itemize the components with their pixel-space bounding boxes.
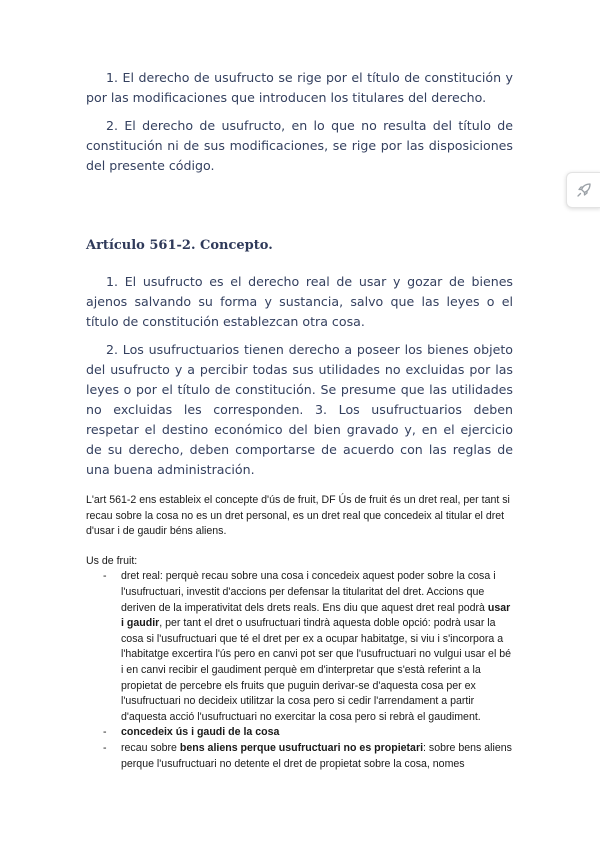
paragraph: 2. Los usufructuarios tienen derecho a poseer los bienes objeto del usufructo y a percibir todas sus utilidades no excluidas por las leyes o por el título de constitución. Se presume que las utilidades no excluidas les corresponden. 3. Los usufructuarios deben respetar el destino económico del bien gravado y, en el ejercicio de su derecho, deben comportarse de acuerdo con las reglas de una buena administración. <box>86 342 513 477</box>
item-bold-text: usar i gaudir <box>121 601 511 630</box>
list-label: Us de fruit: <box>86 554 138 567</box>
paragraph: 1. El usufructo es el derecho real de usar y gozar de bienes ajenos salvando su forma y sustancia, salvo que las leyes o el título de constitución establezcan otra cosa. <box>86 274 513 329</box>
item-text: , per tant el dret o usufructuari tindrà aquesta doble opció: podrà usar la cosa si l'usufructuari que té el dret per ex a ocupar habitatge, si viu i s'incorpora a l'habitatge excertira l'ús pero en canvi pot ser que l'usufructuari no vulgui usar el bé i en canvi recibir el gaudiment perquè em d'interpretar que s'està referint a la propietat de percebre els fruits que puguin derivar-se d'aquesta cosa per ex l'usufructuari no decideix utilitzar la cosa pero si cedir l'arrendament a partir d'aquesta acció l'usufructuari no exercitar la cosa pero si rebrà el gaudiment. <box>121 617 512 723</box>
section-1 <box>86 68 513 176</box>
item-text: dret real: perquè recau sobre una cosa i concedeix aquest poder sobre la cosa i l'usufructuari, investit d'accions per defensar la titularitat del dret. Accions que deriven de la imperativitat dels drets reals. Ens diu que aquest dret real podrà <box>121 570 496 614</box>
notes-intro: L'art 561-2 ens estableix el concepte d'ús de fruit, DF Ús de fruit és un dret real, per tant si recau sobre la cosa no es un dret personal, es un dret real que concedeix al titular el dret d'usar i de gaudir béns aliens. <box>86 494 510 538</box>
notes-section <box>86 493 516 772</box>
paragraph: 2. El derecho de usufructo, en lo que no resulta del título de constitución ni de sus modificaciones, se rige por las disposiciones del presente código. <box>86 118 513 173</box>
list-item <box>86 741 516 772</box>
bullet-dash: - <box>103 570 107 583</box>
list-item <box>86 725 516 741</box>
bullet-dash: - <box>103 726 107 739</box>
article-body <box>86 272 513 480</box>
article-heading: Artículo 561-2. Concepto. <box>86 238 273 253</box>
paragraph: 1. El derecho de usufructo se rige por el título de constitución y por las modificaciones que introducen los titulares del derecho. <box>86 70 513 105</box>
item-bold-text: concedeix ús i gaudi de la cosa <box>121 726 280 739</box>
list-item <box>86 569 516 725</box>
bullet-dash: - <box>103 741 107 754</box>
notes-list <box>86 569 516 772</box>
item-text: : sobre bens aliens perque l'usufructuari no detente el dret de propietat sobre la cosa, nomes <box>121 741 512 770</box>
item-text: recau sobre <box>121 741 180 754</box>
item-bold-text: bens aliens perque usufructuari no es propietari <box>179 741 424 754</box>
rocket-button[interactable] <box>566 172 600 208</box>
rocket-icon <box>576 182 592 198</box>
